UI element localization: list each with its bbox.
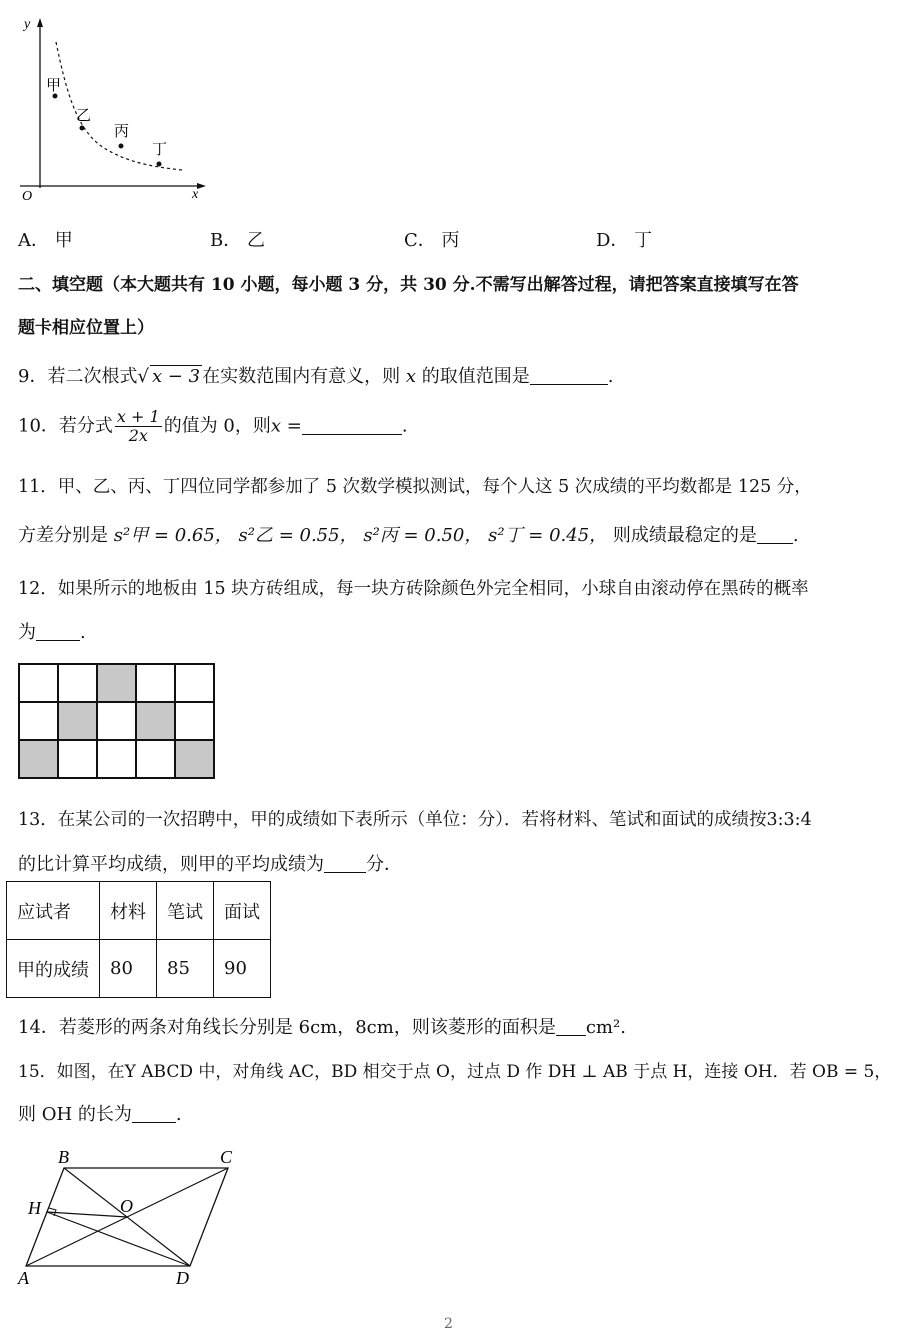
black-tile	[175, 740, 214, 778]
option-c: C． 丙	[404, 230, 460, 251]
white-tile	[58, 664, 97, 702]
table-cell: 甲的成绩	[7, 940, 100, 998]
floor-tile-grid	[18, 663, 215, 779]
answer-blank[interactable]	[132, 1104, 176, 1123]
table-cell: 80	[100, 940, 157, 998]
vertex-label-b: B	[58, 1147, 69, 1167]
vertex-label-a: A	[18, 1268, 29, 1288]
question-13: 13．在某公司的一次招聘中，甲的成绩如下表所示（单位：分）．若将材料、笔试和面试的成绩按3:3:4	[18, 810, 812, 830]
point-label-jia: 甲	[46, 76, 62, 94]
question-15-cont: 则 OH 的长为 .	[18, 1104, 182, 1125]
white-tile	[136, 740, 175, 778]
table-cell: 85	[157, 940, 214, 998]
question-12-cont: 为 .	[18, 622, 86, 643]
vertex-label-o: O	[120, 1196, 133, 1216]
white-tile	[19, 702, 58, 740]
answer-blank[interactable]	[757, 525, 793, 544]
score-table	[6, 881, 271, 998]
option-d: D． 丁	[596, 230, 653, 251]
white-tile	[97, 702, 136, 740]
table-row	[7, 940, 271, 998]
fraction: $\frac{x + 1}{2x}$	[116, 407, 160, 445]
question-9: 9．若二次根式√ x − 3 在实数范围内有意义，则 x 的取值范围是 .	[18, 366, 614, 387]
inverse-function-graph	[14, 10, 214, 210]
point-label-ding: 丁	[152, 140, 168, 158]
white-tile	[97, 740, 136, 778]
question-15: 15．如图，在Y ABCD 中，对角线 AC，BD 相交于点 O，过点 D 作 DH ⊥ AB 于点 H，连接 OH．若 OB = 5，	[18, 1062, 892, 1082]
vertex-label-h: H	[28, 1198, 41, 1218]
white-tile	[175, 702, 214, 740]
vertex-label-d: D	[176, 1268, 189, 1288]
tile-row	[19, 664, 214, 702]
white-tile	[136, 664, 175, 702]
table-header-cell: 应试者	[7, 882, 100, 940]
table-cell: 90	[214, 940, 271, 998]
option-b: B． 乙	[210, 230, 265, 251]
white-tile	[58, 740, 97, 778]
origin-label: O	[22, 189, 33, 204]
black-tile	[58, 702, 97, 740]
option-a: A． 甲	[18, 230, 73, 251]
answer-blank[interactable]	[556, 1017, 586, 1036]
question-12: 12．如果所示的地板由 15 块方砖组成，每一块方砖除颜色外完全相同，小球自由滚动停在黑砖的概率	[18, 579, 809, 599]
point-label-yi: 乙	[76, 106, 92, 124]
question-13-cont: 的比计算平均成绩，则甲的平均成绩为 分．	[18, 854, 402, 875]
question-11: 11．甲、乙、丙、丁四位同学都参加了 5 次数学模拟测试，每个人这 5 次成绩的平均数都是 125 分，	[18, 477, 812, 497]
answer-blank[interactable]	[530, 366, 608, 385]
question-10: 10．若分式 $\frac{x + 1}{2x}$ 的值为 0，则x = .	[18, 407, 408, 445]
table-row	[7, 882, 271, 940]
page-number: 2	[444, 1316, 453, 1332]
table-header-cell: 面试	[214, 882, 271, 940]
answer-blank[interactable]	[302, 416, 402, 435]
section-2-heading-cont: 题卡相应位置上）	[18, 318, 154, 338]
y-axis-label: y	[24, 17, 31, 32]
white-tile	[175, 664, 214, 702]
tile-row	[19, 740, 214, 778]
black-tile	[136, 702, 175, 740]
white-tile	[19, 664, 58, 702]
point-label-bing: 丙	[114, 122, 130, 140]
question-14: 14．若菱形的两条对角线长分别是 6cm，8cm，则该菱形的面积是 cm².	[18, 1017, 626, 1038]
parallelogram-diagram	[14, 1142, 254, 1292]
tile-row	[19, 702, 214, 740]
answer-blank[interactable]	[324, 854, 366, 873]
x-axis-label: x	[192, 187, 199, 202]
table-header-cell: 笔试	[157, 882, 214, 940]
question-11-cont: 方差分别是 s²甲 = 0.65， s²乙 = 0.55， s²丙 = 0.50， s²丁 = 0.45， 则成绩最稳定的是 .	[18, 525, 799, 546]
answer-blank[interactable]	[36, 622, 80, 641]
black-tile	[97, 664, 136, 702]
black-tile	[19, 740, 58, 778]
vertex-label-c: C	[220, 1147, 233, 1167]
table-header-cell: 材料	[100, 882, 157, 940]
section-2-heading: 二、填空题（本大题共有 10 小题，每小题 3 分，共 30 分.不需写出解答过程，请把答案直接填写在答	[18, 275, 799, 295]
